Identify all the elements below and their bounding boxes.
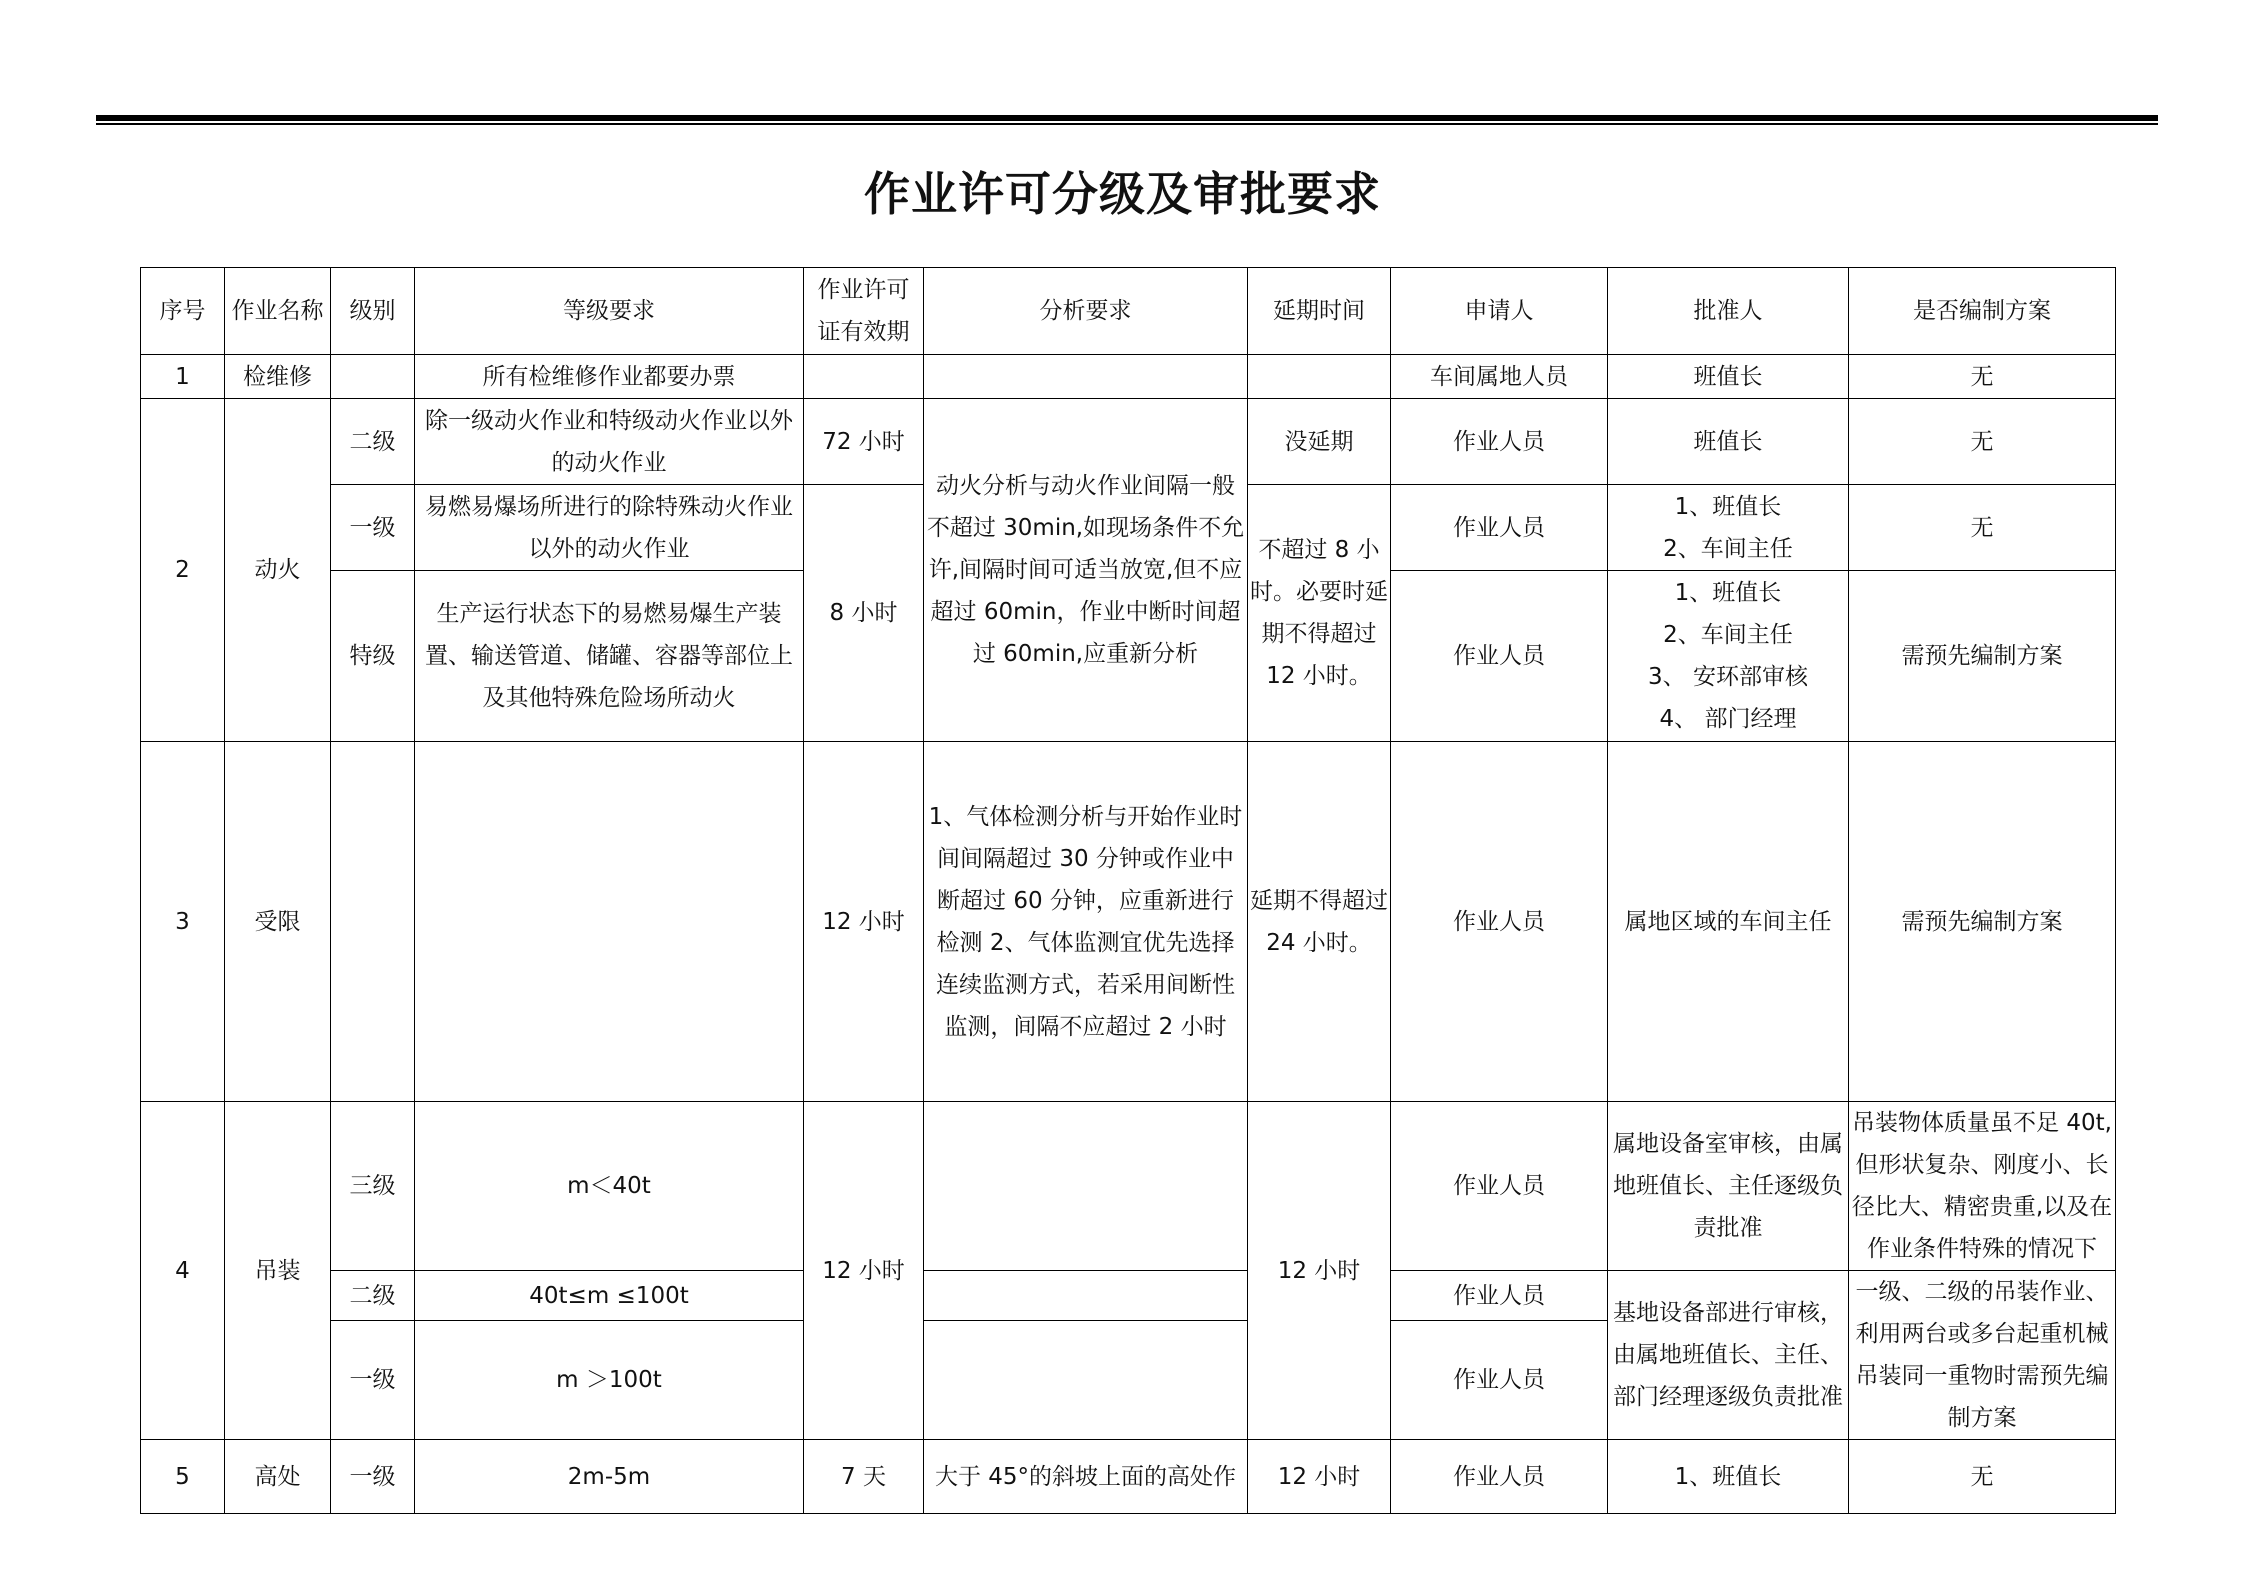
header-level: 级别	[331, 268, 415, 355]
row3-validity: 12 小时	[804, 742, 924, 1102]
table-row	[141, 742, 2116, 1102]
row2b-level: 一级	[331, 485, 415, 571]
row4a-grade-req: m＜40t	[415, 1102, 804, 1271]
row4c-analysis	[924, 1321, 1248, 1440]
row2a-approver: 班值长	[1608, 399, 1849, 485]
row2c-level: 特级	[331, 571, 415, 742]
row4c-level: 一级	[331, 1321, 415, 1440]
header-extension: 延期时间	[1248, 268, 1391, 355]
header-rule-thick	[96, 115, 2158, 121]
row2c-grade-req: 生产运行状态下的易燃易爆生产装置、输送管道、储罐、容器等部位上及其他特殊危险场所动火	[415, 571, 804, 742]
row2a-level: 二级	[331, 399, 415, 485]
row5-plan: 无	[1849, 1440, 2116, 1514]
row4-shared-plan: 一级、二级的吊装作业、利用两台或多台起重机械吊装同一重物时需预先编制方案	[1849, 1271, 2116, 1440]
row2a-applicant: 作业人员	[1391, 399, 1608, 485]
header-name: 作业名称	[225, 268, 331, 355]
row4a-analysis	[924, 1102, 1248, 1271]
row4-validity: 12 小时	[804, 1102, 924, 1440]
row4-extension: 12 小时	[1248, 1102, 1391, 1440]
table-row	[141, 1102, 2116, 1271]
row1-grade-req: 所有检维修作业都要办票	[415, 355, 804, 399]
row5-applicant: 作业人员	[1391, 1440, 1608, 1514]
row4a-approver: 属地设备室审核，由属地班值长、主任逐级负责批准	[1608, 1102, 1849, 1271]
row4a-plan: 吊装物体质量虽不足 40t,但形状复杂、刚度小、长径比大、精密贵重,以及在作业条件特殊的情况下	[1849, 1102, 2116, 1271]
permit-approval-table	[140, 267, 2116, 1514]
row2b-grade-req: 易燃易爆场所进行的除特殊动火作业以外的动火作业	[415, 485, 804, 571]
row2-shared-validity: 8 小时	[804, 485, 924, 742]
row2-shared-extension: 不超过 8 小时。必要时延期不得超过 12 小时。	[1248, 485, 1391, 742]
row1-level	[331, 355, 415, 399]
row2a-grade-req: 除一级动火作业和特级动火作业以外的动火作业	[415, 399, 804, 485]
row2b-plan: 无	[1849, 485, 2116, 571]
row2-seq: 2	[141, 399, 225, 742]
row1-approver: 班值长	[1608, 355, 1849, 399]
row3-grade-req	[415, 742, 804, 1102]
row5-seq: 5	[141, 1440, 225, 1514]
row3-name: 受限	[225, 742, 331, 1102]
row2c-plan: 需预先编制方案	[1849, 571, 2116, 742]
row4b-analysis	[924, 1271, 1248, 1321]
document-title: 作业许可分级及审批要求	[864, 167, 1381, 221]
table-row	[141, 399, 2116, 485]
row3-extension: 延期不得超过 24 小时。	[1248, 742, 1391, 1102]
row4b-level: 二级	[331, 1271, 415, 1321]
header-validity: 作业许可 证有效期	[804, 268, 924, 355]
header-rule-thin	[96, 123, 2158, 125]
row1-extension	[1248, 355, 1391, 399]
row1-analysis	[924, 355, 1248, 399]
row1-applicant: 车间属地人员	[1391, 355, 1608, 399]
row4b-applicant: 作业人员	[1391, 1271, 1608, 1321]
row2c-approver: 1、班值长 2、车间主任 3、 安环部审核 4、 部门经理	[1608, 571, 1849, 742]
header-analysis: 分析要求	[924, 268, 1248, 355]
row3-seq: 3	[141, 742, 225, 1102]
row5-analysis: 大于 45°的斜坡上面的高处作	[924, 1440, 1248, 1514]
row1-seq: 1	[141, 355, 225, 399]
row2-name: 动火	[225, 399, 331, 742]
row2-analysis: 动火分析与动火作业间隔一般不超过 30min,如现场条件不允许,间隔时间可适当放宽,但不应超过 60min，作业中断时间超过 60min,应重新分析	[924, 399, 1248, 742]
row2a-plan: 无	[1849, 399, 2116, 485]
row3-approver: 属地区域的车间主任	[1608, 742, 1849, 1102]
row2b-applicant: 作业人员	[1391, 485, 1608, 571]
row4-shared-approver: 基地设备部进行审核，由属地班值长、主任、部门经理逐级负责批准	[1608, 1271, 1849, 1440]
row3-level	[331, 742, 415, 1102]
row1-validity	[804, 355, 924, 399]
row2a-extension: 没延期	[1248, 399, 1391, 485]
row4b-grade-req: 40t≤m ≤100t	[415, 1271, 804, 1321]
header-applicant: 申请人	[1391, 268, 1608, 355]
table-row	[141, 1271, 2116, 1321]
table-header-row	[141, 268, 2116, 355]
row3-plan: 需预先编制方案	[1849, 742, 2116, 1102]
row4c-applicant: 作业人员	[1391, 1321, 1608, 1440]
row2c-applicant: 作业人员	[1391, 571, 1608, 742]
row5-validity: 7 天	[804, 1440, 924, 1514]
table-row	[141, 355, 2116, 399]
row3-analysis: 1、气体检测分析与开始作业时间间隔超过 30 分钟或作业中断超过 60 分钟，应重新进行检测 2、气体监测宜优先选择连续监测方式，若采用间断性监测，间隔不应超过 2 小时	[924, 742, 1248, 1102]
header-approver: 批准人	[1608, 268, 1849, 355]
header-seq: 序号	[141, 268, 225, 355]
row5-approver: 1、班值长	[1608, 1440, 1849, 1514]
row4-seq: 4	[141, 1102, 225, 1440]
row2a-validity: 72 小时	[804, 399, 924, 485]
row1-name: 检维修	[225, 355, 331, 399]
row5-name: 高处	[225, 1440, 331, 1514]
row4-name: 吊装	[225, 1102, 331, 1440]
row5-level: 一级	[331, 1440, 415, 1514]
row4a-level: 三级	[331, 1102, 415, 1271]
header-grade-req: 等级要求	[415, 268, 804, 355]
table-row	[141, 1440, 2116, 1514]
row1-plan: 无	[1849, 355, 2116, 399]
row3-applicant: 作业人员	[1391, 742, 1608, 1102]
row5-grade-req: 2m-5m	[415, 1440, 804, 1514]
row5-extension: 12 小时	[1248, 1440, 1391, 1514]
row4a-applicant: 作业人员	[1391, 1102, 1608, 1271]
header-plan: 是否编制方案	[1849, 268, 2116, 355]
row2b-approver: 1、班值长 2、车间主任	[1608, 485, 1849, 571]
row4c-grade-req: m ＞100t	[415, 1321, 804, 1440]
